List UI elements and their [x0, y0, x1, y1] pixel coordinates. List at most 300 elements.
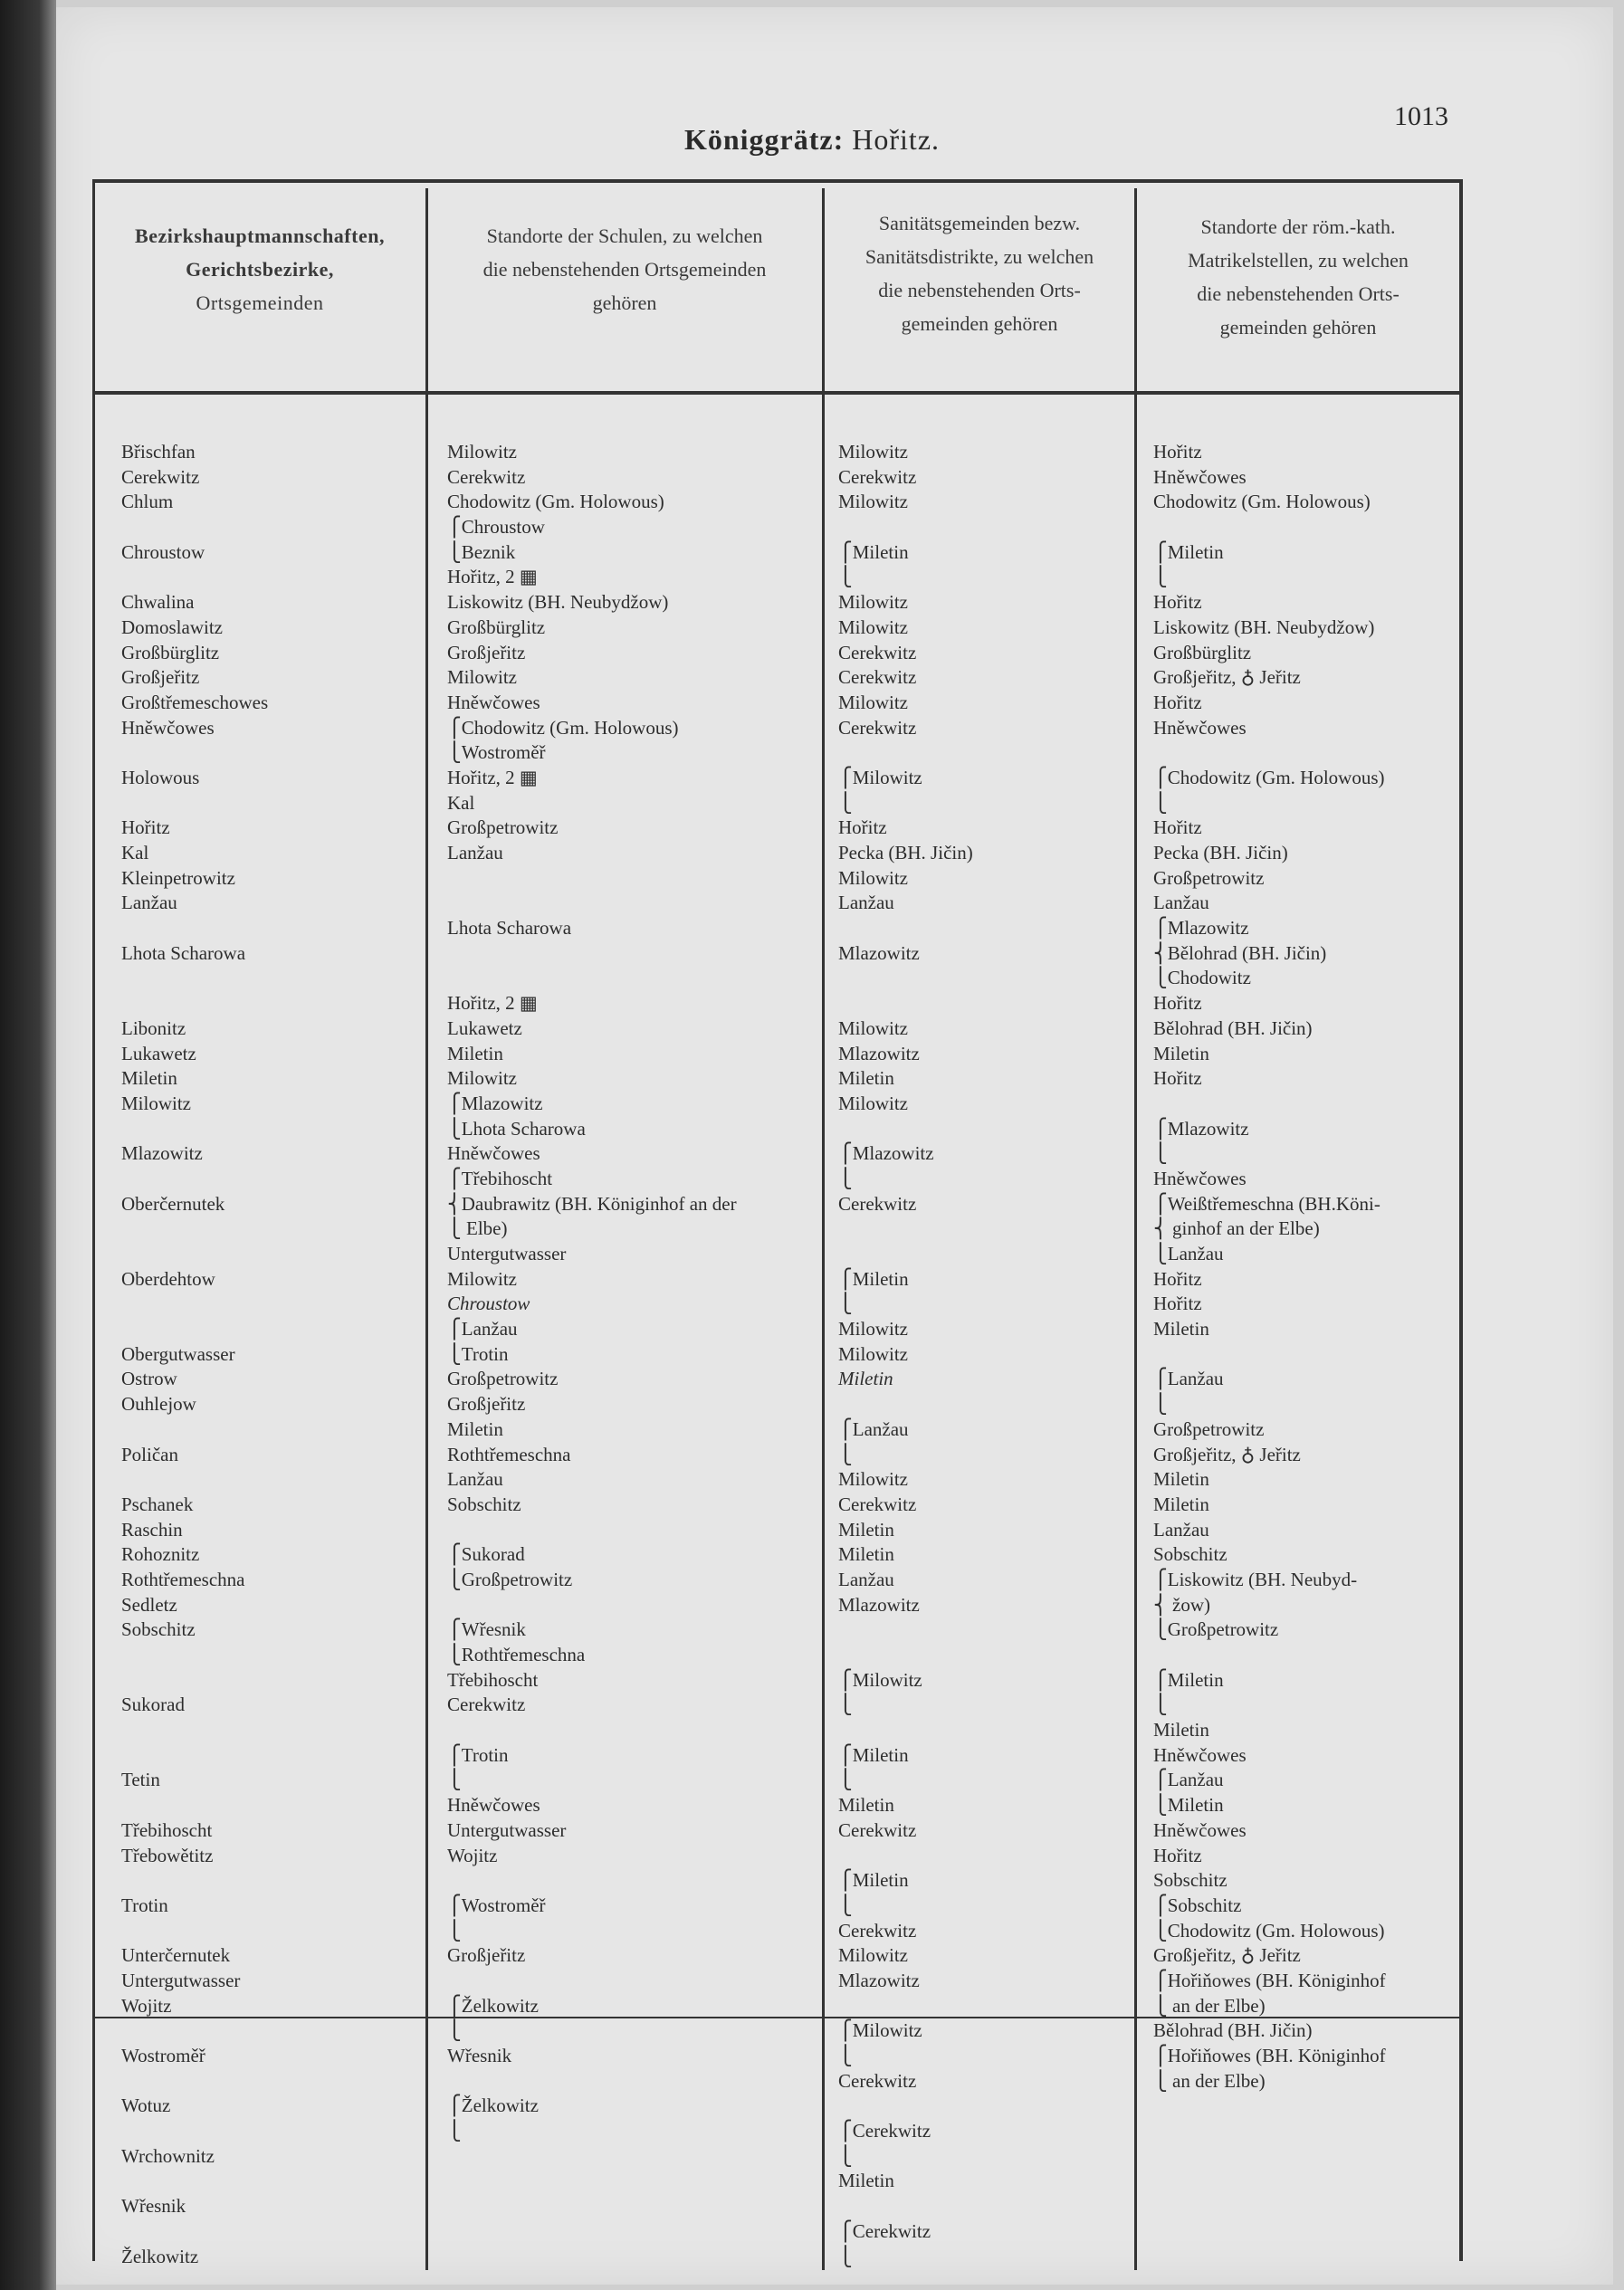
table-cell: Chroustow: [121, 540, 205, 563]
table-cell: ⎩Lanžau: [1153, 1243, 1224, 1264]
table-cell: Třebihoscht: [121, 1818, 213, 1841]
table-cell: Wojitz: [447, 1844, 498, 1866]
table-cell: [121, 966, 268, 991]
column-rule-right: [1459, 179, 1463, 2261]
column-header-municipalities: [96, 219, 424, 320]
table-cell: Hořitz: [1153, 1067, 1202, 1090]
page-title-court: Hořitz.: [844, 123, 941, 156]
table-cell: Chwalina: [121, 591, 195, 614]
table-cell: Lukawetz: [447, 1016, 522, 1039]
table-head-rule: [92, 391, 1461, 395]
table-cell: Cerekwitz: [838, 1919, 917, 1942]
table-cell: [447, 2069, 737, 2094]
table-cell: [121, 1217, 268, 1242]
table-cell: ⎩: [838, 1443, 853, 1465]
table-cell: [121, 916, 268, 941]
table-cell: Milowitz: [447, 1067, 517, 1090]
table-cell: [838, 966, 973, 991]
table-cell: Wotuz: [121, 2094, 171, 2117]
table-cell: [447, 1593, 737, 1618]
table-cell: Milowitz: [447, 666, 517, 689]
table-cell: Domoslawitz: [121, 615, 223, 638]
column-rule-3: [1134, 188, 1137, 2270]
table-cell: [447, 1969, 737, 1994]
table-cell: ⎧Milowitz: [838, 766, 922, 788]
table-cell: ⎩ an der Elbe): [1153, 1994, 1266, 2017]
table-cell: Lanžau: [121, 892, 177, 914]
table-cell: Großjeřitz: [121, 666, 200, 689]
table-cell: Libonitz: [121, 1016, 186, 1039]
table-cell: Liskowitz (BH. Neubydžow): [447, 591, 669, 614]
table-cell: Lanžau: [838, 1568, 894, 1590]
table-cell: Miletin: [838, 1543, 894, 1566]
table-cell: [121, 1117, 268, 1142]
table-cell: Untergutwasser: [447, 1818, 567, 1841]
table-cell: Hněwčowes: [121, 716, 215, 739]
table-cell: ⎧Mlazowitz: [838, 1142, 934, 1165]
table-cell: Břischfan: [121, 441, 196, 463]
table-cell: [121, 1167, 268, 1192]
table-cell: ⎩: [447, 2019, 462, 2042]
table-cell: Großjeřitz, ♁ Jeřitz: [1153, 666, 1301, 689]
table-cell: ⎩: [838, 791, 853, 814]
column-header-sanitary: [826, 206, 1133, 340]
table-cell: Oberdehtow: [121, 1267, 215, 1290]
table-cell: Kleinpetrowitz: [121, 866, 235, 889]
table-cell: Chodowitz (Gm. Holowous): [1153, 491, 1371, 513]
table-cell: Hněwčowes: [1153, 1818, 1247, 1841]
table-cell: [121, 1317, 268, 1342]
table-cell: [1153, 1643, 1386, 1668]
table-cell: Miletin: [1153, 1719, 1209, 1741]
table-cell: Hořitz, 2 ▦: [447, 766, 538, 788]
table-cell: [121, 1643, 268, 1668]
table-cell: [121, 515, 268, 540]
table-cell: Hněwčowes: [447, 1794, 540, 1817]
table-cell: [121, 1743, 268, 1769]
table-cell: [1153, 740, 1386, 766]
table-cell: ⎩: [447, 2120, 462, 2142]
table-cell: Großbürglitz: [1153, 641, 1252, 663]
table-cell: Miletin: [447, 1417, 503, 1440]
table-cell: ⎧Třebihoscht: [447, 1167, 553, 1189]
table-cell: [121, 791, 268, 816]
table-cell: Großpetrowitz: [447, 1368, 559, 1390]
table-cell: Hořitz: [1153, 441, 1202, 463]
table-cell: Großbürglitz: [447, 615, 546, 638]
table-cell: Chroustow: [447, 1293, 530, 1315]
table-cell: Mlazowitz: [838, 941, 920, 964]
table-cell: ⎧Trotin: [447, 1743, 509, 1766]
table-cell: ⎩: [447, 1919, 462, 1942]
table-cell: Milowitz: [121, 1092, 191, 1114]
table-cell: ⎩Chodowitz (Gm. Holowous): [1153, 1919, 1385, 1942]
table-cell: Pecka (BH. Jičin): [838, 842, 973, 864]
table-cell: [121, 1793, 268, 1818]
table-cell: Kal: [121, 842, 149, 864]
table-cell: [121, 991, 268, 1016]
table-cell: Miletin: [1153, 1042, 1209, 1064]
table-cell: [447, 941, 737, 967]
column-header-parishes: [1138, 210, 1458, 344]
table-cell: Milowitz: [838, 1092, 908, 1114]
table-cell: Rohoznitz: [121, 1543, 200, 1566]
table-cell: [838, 1718, 973, 1743]
table-cell: Sukorad: [121, 1694, 185, 1716]
table-cell: ⎨ žow): [1153, 1593, 1210, 1616]
table-cell: Rothtřemeschna: [447, 1443, 571, 1465]
table-cell: ⎩: [447, 1769, 462, 1791]
table-cell: ⎩: [1153, 1694, 1168, 1716]
table-cell: Želkowitz: [121, 2245, 199, 2267]
table-cell: ⎩Wostroměř: [447, 741, 546, 764]
table-cell: ⎧Lanžau: [447, 1318, 518, 1341]
table-cell: [121, 2018, 268, 2044]
table-cell: Hněwčowes: [447, 1142, 540, 1165]
table-cell: [121, 740, 268, 766]
column-header-line: die nebenstehenden Ortsgemeinden: [482, 258, 767, 281]
table-cell: Pschanek: [121, 1493, 194, 1515]
table-cell: ⎩ an der Elbe): [1153, 2069, 1266, 2092]
table-cell: ⎧Lanžau: [1153, 1769, 1224, 1791]
column-header-line: Standorte der röm.-kath.: [1200, 215, 1396, 238]
table-cell: ⎩: [838, 1167, 853, 1189]
book-binding-edge: [0, 0, 56, 2290]
column-header-line: Ortsgemeinden: [196, 291, 324, 314]
table-cell: ⎨Bělohrad (BH. Jičin): [1153, 941, 1327, 964]
table-cell: Hořitz: [121, 816, 170, 839]
table-cell: ⎩Großpetrowitz: [1153, 1618, 1279, 1641]
table-cell: Hořitz: [1153, 591, 1202, 614]
table-cell: [121, 565, 268, 590]
table-cell: [838, 1844, 973, 1869]
table-cell: ⎩: [838, 2144, 853, 2167]
table-cell: ⎩: [838, 1769, 853, 1791]
table-top-rule: [92, 179, 1461, 183]
table-cell: Hořitz: [1153, 1844, 1202, 1866]
table-cell: Wrchownitz: [121, 2144, 215, 2167]
table-cell: Hořitz, 2 ▦: [447, 992, 538, 1015]
school-list: [447, 440, 737, 2144]
table-cell: Cerekwitz: [838, 666, 917, 689]
table-cell: ⎩: [838, 566, 853, 588]
column-header-line: Bezirkshauptmannschaften,: [135, 224, 385, 247]
table-cell: Milowitz: [838, 691, 908, 713]
table-cell: Cerekwitz: [838, 716, 917, 739]
table-cell: Kal: [447, 791, 475, 814]
table-cell: ⎩: [838, 1694, 853, 1716]
table-cell: ⎩: [838, 1894, 853, 1916]
table-cell: Milowitz: [838, 1468, 908, 1491]
table-cell: ⎩: [838, 2245, 853, 2267]
table-cell: Unterčernutek: [121, 1944, 231, 1967]
table-cell: Mlazowitz: [838, 1593, 920, 1616]
table-cell: ⎧Miletin: [838, 540, 909, 563]
table-cell: Miletin: [121, 1067, 177, 1090]
table-cell: [121, 1242, 268, 1267]
table-cell: Großjeřitz: [447, 1393, 526, 1416]
table-cell: Wřesnik: [121, 2195, 186, 2218]
table-cell: ⎩Trotin: [447, 1342, 509, 1365]
table-cell: ⎧Želkowitz: [447, 2094, 539, 2117]
table-cell: Lhota Scharowa: [447, 917, 572, 940]
table-cell: Miletin: [447, 1042, 503, 1064]
table-cell: Milowitz: [838, 1342, 908, 1365]
page-title-district: Königgrätz:: [683, 123, 845, 156]
table-cell: ⎧Chodowitz (Gm. Holowous): [447, 716, 679, 739]
table-cell: ⎩: [1153, 566, 1168, 588]
table-cell: Miletin: [838, 2170, 894, 2192]
table-cell: Hněwčowes: [1153, 465, 1247, 488]
column-header-line: Standorte der Schulen, zu welchen: [486, 224, 763, 247]
municipality-list: [121, 440, 268, 2269]
table-cell: Lanžau: [1153, 1518, 1209, 1541]
table-cell: [1153, 515, 1386, 540]
table-cell: ⎩ Elbe): [447, 1217, 508, 1240]
table-cell: [838, 740, 973, 766]
table-cell: Miletin: [838, 1368, 893, 1390]
table-cell: Cerekwitz: [838, 1818, 917, 1841]
table-cell: Großjeřitz, ♁ Jeřitz: [1153, 1443, 1301, 1465]
table-cell: Hořitz: [1153, 1267, 1202, 1290]
table-cell: Wojitz: [121, 1994, 172, 2017]
table-cell: Miletin: [1153, 1468, 1209, 1491]
table-cell: Sobschitz: [1153, 1543, 1228, 1566]
table-cell: Hořitz: [1153, 1293, 1202, 1315]
column-header-line: Gerichtsbezirke,: [186, 258, 334, 281]
table-cell: [838, 1392, 973, 1417]
table-cell: ⎩: [838, 1293, 853, 1315]
table-cell: Miletin: [838, 1518, 894, 1541]
column-header-line: gemeinden gehören: [1219, 316, 1377, 339]
table-cell: Cerekwitz: [838, 2069, 917, 2092]
table-cell: Cerekwitz: [838, 641, 917, 663]
table-cell: ⎧Cerekwitz: [838, 2219, 931, 2242]
table-cell: Mlazowitz: [838, 1969, 920, 1991]
table-cell: Milowitz: [447, 441, 517, 463]
table-cell: Sedletz: [121, 1593, 177, 1616]
table-cell: [838, 991, 973, 1016]
table-cell: [838, 515, 973, 540]
table-cell: ⎧Miletin: [838, 1869, 909, 1892]
table-cell: ⎧Weißtřemeschna (BH.Köni-: [1153, 1192, 1380, 1215]
table-cell: Ostrow: [121, 1368, 177, 1390]
table-cell: [121, 1718, 268, 1743]
table-cell: ⎧Miletin: [838, 1743, 909, 1766]
table-cell: ⎩: [1153, 1393, 1168, 1416]
table-cell: ⎧Hořiňowes (BH. Königinhof: [1153, 1969, 1386, 1991]
table-cell: ⎩Miletin: [1153, 1794, 1224, 1817]
table-cell: Hněwčowes: [1153, 1743, 1247, 1766]
table-cell: ⎧Wostroměř: [447, 1894, 546, 1916]
table-cell: Hněwčowes: [1153, 1167, 1247, 1189]
table-cell: ⎩Chodowitz: [1153, 967, 1251, 989]
table-cell: Miletin: [838, 1067, 894, 1090]
table-cell: [838, 1117, 973, 1142]
table-cell: Rothtřemeschna: [121, 1568, 245, 1590]
table-cell: ⎧Liskowitz (BH. Neubyd-: [1153, 1568, 1358, 1590]
table-cell: ⎧Wřesnik: [447, 1618, 526, 1641]
table-cell: Bělohrad (BH. Jičin): [1153, 2019, 1313, 2042]
table-cell: ⎧Milowitz: [838, 1668, 922, 1691]
table-cell: Sobschitz: [1153, 1869, 1228, 1892]
table-cell: Untergutwasser: [447, 1243, 567, 1264]
table-cell: Großpetrowitz: [1153, 1417, 1265, 1440]
table-cell: [447, 966, 737, 991]
table-cell: Holowous: [121, 766, 200, 788]
table-cell: [121, 1868, 268, 1894]
column-header-line: die nebenstehenden Orts-: [878, 279, 1081, 301]
table-cell: ⎩: [1153, 1142, 1168, 1165]
table-cell: Milowitz: [838, 1944, 908, 1967]
table-cell: Großjeřitz: [447, 641, 526, 663]
table-cell: ⎧Chroustow: [447, 516, 545, 539]
table-cell: Miletin: [838, 1794, 894, 1817]
table-cell: [1153, 1342, 1386, 1368]
table-cell: ⎧Lanžau: [838, 1417, 909, 1440]
table-cell: Cerekwitz: [838, 1192, 917, 1215]
table-cell: Großpetrowitz: [447, 816, 559, 839]
table-cell: [447, 1518, 737, 1543]
table-cell: ⎧Sukorad: [447, 1543, 525, 1566]
table-cell: ⎧Sobschitz: [1153, 1894, 1242, 1916]
table-cell: Cerekwitz: [838, 465, 917, 488]
table-cell: [121, 1668, 268, 1694]
table-cell: ⎧Mlazowitz: [1153, 917, 1249, 940]
table-cell: ⎧Mlazowitz: [447, 1092, 543, 1114]
table-cell: ⎩Beznik: [447, 540, 516, 563]
table-cell: Lhota Scharowa: [121, 941, 246, 964]
table-cell: ⎨Daubrawitz (BH. Königinhof an der: [447, 1192, 737, 1215]
table-cell: Chodowitz (Gm. Holowous): [447, 491, 664, 513]
table-cell: ⎧Cerekwitz: [838, 2120, 931, 2142]
table-cell: Miletin: [1153, 1318, 1209, 1341]
table-cell: ⎧Lanžau: [1153, 1368, 1224, 1390]
table-cell: Milowitz: [838, 491, 908, 513]
table-cell: ⎧Miletin: [838, 1267, 909, 1290]
table-cell: Obergutwasser: [121, 1342, 235, 1365]
table-cell: Miletin: [1153, 1493, 1209, 1515]
column-header-line: Sanitätsdistrikte, zu welchen: [865, 245, 1094, 268]
table-cell: [447, 866, 737, 892]
table-cell: [121, 1919, 268, 1944]
table-cell: Hořitz: [1153, 691, 1202, 713]
table-cell: Ouhlejow: [121, 1393, 196, 1416]
table-cell: Lanžau: [447, 1468, 503, 1491]
table-cell: Wostroměř: [121, 2045, 205, 2066]
table-cell: Chlum: [121, 491, 174, 513]
column-header-line: gehören: [592, 291, 657, 314]
table-cell: Milowitz: [838, 1016, 908, 1039]
column-header-line: Matrikelstellen, zu welchen: [1188, 249, 1409, 272]
table-cell: [447, 1718, 737, 1743]
table-cell: Liskowitz (BH. Neubydžow): [1153, 615, 1375, 638]
table-cell: Mlazowitz: [838, 1042, 920, 1064]
table-cell: Oberčernutek: [121, 1192, 225, 1215]
table-cell: Raschin: [121, 1518, 183, 1541]
table-cell: Lanžau: [447, 842, 503, 864]
table-cell: Poličan: [121, 1443, 178, 1465]
table-cell: ⎧Miletin: [1153, 1668, 1224, 1691]
table-cell: [121, 1467, 268, 1493]
table-cell: Hořitz: [1153, 992, 1202, 1015]
table-cell: Cerekwitz: [838, 1493, 917, 1515]
table-cell: Cerekwitz: [447, 465, 526, 488]
table-cell: Třebihoscht: [447, 1668, 539, 1691]
table-cell: Hořitz: [1153, 816, 1202, 839]
table-cell: Großjeřitz, ♁ Jeřitz: [1153, 1944, 1301, 1967]
table-cell: [447, 1868, 737, 1894]
table-cell: [838, 916, 973, 941]
parish-list: [1153, 440, 1386, 2094]
table-cell: Milowitz: [838, 591, 908, 614]
table-cell: Mlazowitz: [121, 1142, 203, 1165]
table-cell: Trotin: [121, 1894, 168, 1916]
table-cell: [121, 2069, 268, 2094]
table-cell: ⎧Želkowitz: [447, 1994, 539, 2017]
table-cell: ⎧Chodowitz (Gm. Holowous): [1153, 766, 1385, 788]
table-cell: Lukawetz: [121, 1042, 196, 1064]
column-rule-2: [822, 188, 825, 2270]
sanitary-list: [838, 440, 973, 2269]
table-cell: Wřesnik: [447, 2045, 512, 2066]
table-cell: Untergutwasser: [121, 1969, 241, 1991]
page-number: 1013: [1394, 101, 1448, 131]
page-title: [0, 123, 1624, 157]
table-cell: ⎧Mlazowitz: [1153, 1117, 1249, 1140]
table-cell: Hořitz: [838, 816, 887, 839]
table-cell: [838, 1217, 973, 1242]
table-cell: Sobschitz: [447, 1493, 521, 1515]
column-header-line: Sanitätsgemeinden bezw.: [878, 212, 1081, 234]
table-cell: ⎧Miletin: [1153, 540, 1224, 563]
table-cell: Bělohrad (BH. Jičin): [1153, 1016, 1313, 1039]
table-cell: ⎩Großpetrowitz: [447, 1568, 573, 1590]
table-cell: ⎧Hořiňowes (BH. Königinhof: [1153, 2045, 1386, 2066]
table-cell: [838, 1617, 973, 1643]
table-cell: Milowitz: [838, 615, 908, 638]
table-cell: Großbürglitz: [121, 641, 220, 663]
table-cell: [121, 2119, 268, 2144]
table-cell: ⎩Rothtřemeschna: [447, 1644, 586, 1665]
column-header-line: gemeinden gehören: [901, 312, 1058, 335]
table-cell: Tetin: [121, 1769, 160, 1791]
table-cell: ⎩Lhota Scharowa: [447, 1117, 586, 1140]
table-cell: Milowitz: [838, 866, 908, 889]
table-cell: [121, 2169, 268, 2194]
table-cell: Hořitz, 2 ▦: [447, 566, 538, 588]
table-cell: [1153, 1092, 1386, 1117]
table-cell: Hněwčowes: [447, 691, 540, 713]
table-cell: Milowitz: [838, 441, 908, 463]
table-cell: [121, 2219, 268, 2245]
table-cell: Großpetrowitz: [1153, 866, 1265, 889]
table-cell: Třebowětitz: [121, 1844, 214, 1866]
column-rule-left: [92, 179, 95, 2261]
table-cell: [838, 2194, 973, 2219]
table-cell: [838, 1643, 973, 1668]
table-cell: ⎩: [1153, 791, 1168, 814]
table-cell: Sobschitz: [121, 1618, 196, 1641]
table-cell: ⎩: [838, 2045, 853, 2066]
table-cell: Cerekwitz: [447, 1694, 526, 1716]
table-cell: Großtřemeschowes: [121, 691, 269, 713]
table-cell: Großjeřitz: [447, 1944, 526, 1967]
table-cell: Cerekwitz: [121, 465, 200, 488]
table-cell: Lanžau: [838, 892, 894, 914]
table-cell: [447, 891, 737, 916]
table-cell: [121, 1292, 268, 1317]
